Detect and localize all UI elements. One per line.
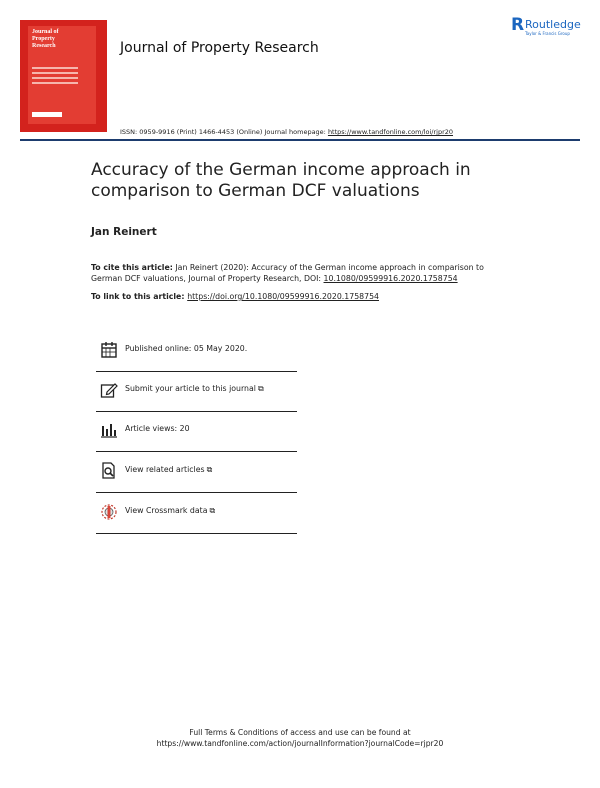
crossmark-icon — [100, 503, 118, 521]
routledge-logo — [511, 17, 581, 37]
footer-terms-link[interactable]: https://www.tandfonline.com/action/journalInformation?journalCode=rjpr20 — [156, 739, 444, 748]
cover-publisher-logo — [32, 112, 62, 117]
calendar-icon — [100, 341, 118, 359]
cover-title: Journal of Property Research — [32, 29, 59, 49]
article-title: Accuracy of the German income approach in comparison to German DCF valuations — [91, 160, 471, 201]
article-url-link[interactable]: https://doi.org/10.1080/09599916.2020.1758754 — [187, 292, 379, 301]
submit-article-link[interactable]: Submit your article to this journal ⧉ — [125, 384, 264, 393]
journal-homepage-link[interactable]: https://www.tandfonline.com/loi/rjpr20 — [327, 128, 454, 136]
footer-terms — [0, 727, 600, 749]
publisher-name: Routledge — [525, 18, 581, 31]
citation-block — [91, 262, 511, 284]
link-block — [91, 292, 379, 301]
edit-icon — [100, 381, 118, 399]
citation-label: To cite this article: — [91, 263, 173, 272]
related-articles-row[interactable] — [96, 454, 297, 493]
published-online-text: Published online: 05 May 2020. — [125, 344, 248, 353]
link-label: To link to this article: — [91, 292, 188, 301]
routledge-r-icon: R — [511, 15, 525, 35]
footer-line-1: Full Terms & Conditions of access and use can be found at — [189, 728, 411, 737]
crossmark-row[interactable] — [96, 495, 297, 534]
row-divider — [96, 451, 297, 452]
submit-article-row[interactable] — [96, 373, 297, 412]
external-link-icon: ⧉ — [257, 384, 264, 393]
journal-title: Journal of Property Research — [120, 40, 319, 56]
doi-link[interactable]: 10.1080/09599916.2020.1758754 — [323, 274, 458, 283]
article-views-text: Article views: 20 — [125, 424, 190, 433]
issn-text: ISSN: 0959-9916 (Print) 1466-4453 (Online) Journal homepage: — [120, 128, 328, 136]
related-articles-link[interactable]: View related articles ⧉ — [125, 465, 213, 474]
row-divider — [96, 492, 297, 493]
header-divider — [20, 139, 580, 141]
journal-cover-image — [20, 20, 107, 132]
author-name: Jan Reinert — [91, 226, 157, 238]
crossmark-link[interactable]: View Crossmark data ⧉ — [125, 506, 216, 515]
external-link-icon: ⧉ — [206, 465, 213, 474]
related-search-icon — [100, 462, 118, 480]
external-link-icon: ⧉ — [209, 506, 216, 515]
publisher-tagline: Taylor & Francis Group — [525, 31, 570, 36]
citation-text: Jan Reinert (2020): Accuracy of the German income approach in comparison to German DCF valuations, Journal of Property Research, DOI: — [91, 263, 484, 283]
article-views-row — [96, 413, 297, 452]
row-divider — [96, 411, 297, 412]
row-divider — [96, 371, 297, 372]
row-divider — [96, 533, 297, 534]
published-online-row — [96, 333, 297, 372]
issn-line — [120, 128, 453, 136]
bar-chart-icon — [100, 421, 118, 439]
cover-text-lines — [32, 64, 78, 87]
